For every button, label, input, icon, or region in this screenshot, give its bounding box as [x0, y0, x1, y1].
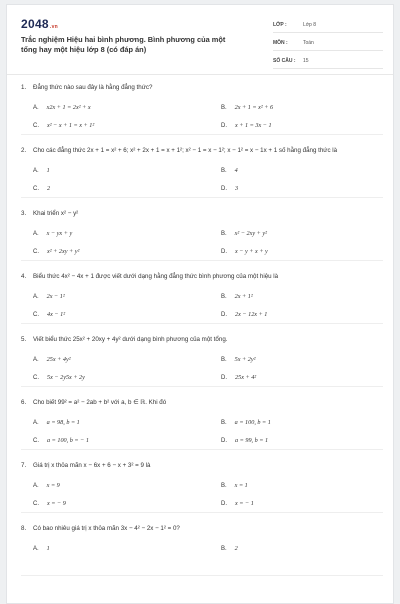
option-label: C.	[33, 186, 39, 192]
option-text: 25x + 4²	[235, 374, 257, 381]
question-number: 4.	[21, 273, 27, 280]
option-text: 2x + 1²	[234, 293, 253, 300]
question-item	[21, 461, 383, 513]
question-number: 5.	[21, 336, 27, 343]
answer-options	[21, 92, 383, 130]
option-label: D.	[221, 249, 227, 255]
meta-count-value: 15	[303, 58, 309, 64]
option-label: B.	[221, 357, 227, 363]
question-text-block	[21, 524, 383, 533]
header-divider	[7, 74, 393, 75]
answer-option[interactable]	[33, 311, 65, 318]
option-text: 2x − 12x + 1	[235, 311, 268, 318]
option-label: B.	[221, 294, 227, 300]
option-label: A.	[33, 483, 39, 489]
option-text: x = 9	[46, 482, 60, 489]
answer-option[interactable]	[33, 545, 50, 552]
meta-grade	[273, 19, 383, 33]
option-label: A.	[33, 357, 39, 363]
question-text-block	[21, 209, 383, 218]
option-text: x = − 9	[47, 500, 66, 507]
question-text: Có bao nhiêu giá trị x thỏa mãn 3x − 4² − 2x − 1² = 0?	[33, 525, 180, 532]
site-logo[interactable]	[21, 17, 58, 31]
option-label: D.	[221, 438, 227, 444]
option-text: 2	[47, 185, 51, 192]
option-text: 3	[235, 185, 239, 192]
option-text: 2x + 1 = x² + 6	[234, 104, 274, 111]
answer-option[interactable]	[221, 356, 255, 363]
worksheet-meta	[273, 19, 383, 73]
option-label: C.	[33, 249, 39, 255]
answer-option[interactable]	[221, 482, 248, 489]
question-text: Cho các đẳng thức 2x + 1 = x² + 6; x² + 2x + 1 = x + 1²; x² − 1 = x − 1²; x − 1² = x − 1x + 1 số hằng đẳng thức là	[33, 147, 338, 154]
option-label: D.	[221, 312, 227, 318]
answer-options	[21, 344, 383, 382]
question-number: 1.	[21, 84, 27, 91]
logo-text: 2048	[21, 17, 49, 31]
answer-option[interactable]	[33, 437, 89, 444]
meta-grade-key: LỚP :	[273, 22, 287, 28]
question-divider	[21, 260, 383, 261]
question-text: Khai triển x² − y²	[33, 210, 79, 217]
answer-option[interactable]	[221, 500, 254, 507]
answer-option[interactable]	[221, 545, 238, 552]
option-text: 1	[46, 167, 50, 174]
question-text: Viết biểu thức 25x² + 20xy + 4y² dưới dạng bình phương của một tổng.	[33, 336, 228, 343]
answer-option[interactable]	[221, 230, 267, 237]
option-text: x² − x + 1 = x + 1²	[47, 122, 95, 129]
option-label: B.	[221, 483, 227, 489]
answer-option[interactable]	[221, 293, 253, 300]
question-text-block	[21, 335, 383, 344]
question-text-block	[21, 272, 383, 281]
question-item	[21, 524, 383, 576]
option-label: A.	[33, 294, 39, 300]
option-label: D.	[221, 501, 227, 507]
option-text: x − y + x + y	[235, 248, 268, 255]
option-text: x² − 2xy + y²	[234, 230, 267, 237]
question-text-block	[21, 461, 383, 470]
question-list	[21, 83, 383, 587]
option-text: x + 1 = 3x − 1	[235, 122, 272, 129]
question-number: 8.	[21, 525, 27, 532]
question-item	[21, 146, 383, 198]
logo-domain: .vn	[49, 24, 59, 30]
question-text-block	[21, 398, 383, 407]
question-divider	[21, 512, 383, 513]
option-label: A.	[33, 105, 39, 111]
question-number: 7.	[21, 462, 27, 469]
meta-subject	[273, 37, 383, 51]
option-label: B.	[221, 546, 227, 552]
question-item	[21, 398, 383, 450]
question-item	[21, 209, 383, 261]
question-item	[21, 335, 383, 387]
option-text: a = 99, b = 1	[235, 437, 269, 444]
question-divider	[21, 197, 383, 198]
option-label: D.	[221, 186, 227, 192]
question-item	[21, 83, 383, 135]
worksheet-header	[21, 17, 383, 71]
meta-count	[273, 55, 383, 69]
option-text: 2	[234, 545, 238, 552]
question-number: 2.	[21, 147, 27, 154]
question-text-block	[21, 83, 383, 92]
question-text: Giá trị x thỏa mãn x − 6x + 6 − x + 3² = 9 là	[33, 462, 151, 469]
option-label: C.	[33, 501, 39, 507]
option-text: 5x + 2y²	[234, 356, 256, 363]
question-divider	[21, 449, 383, 450]
answer-option[interactable]	[221, 419, 271, 426]
option-text: x − yx + y	[46, 230, 73, 237]
answer-option[interactable]	[33, 374, 85, 381]
question-number: 6.	[21, 399, 27, 406]
question-divider	[21, 323, 383, 324]
document-title: Trắc nghiệm Hiệu hai bình phương. Bình phương của một tổng hay một hiệu lớp 8 (có đáp án)	[21, 35, 226, 54]
option-label: A.	[33, 231, 39, 237]
answer-option[interactable]	[33, 419, 80, 426]
answer-option[interactable]	[33, 482, 60, 489]
option-label: B.	[221, 231, 227, 237]
answer-option[interactable]	[221, 248, 268, 255]
option-text: 5x − 2y5x + 2y	[47, 374, 85, 381]
meta-count-key: SỐ CÂU :	[273, 58, 296, 64]
meta-grade-value: Lớp 8	[303, 22, 317, 28]
answer-option[interactable]	[33, 185, 50, 192]
option-text: a = 100, b = 1	[234, 419, 271, 426]
worksheet-page	[6, 4, 394, 604]
question-divider	[21, 134, 383, 135]
option-label: D.	[221, 123, 227, 129]
answer-option[interactable]	[33, 230, 72, 237]
answer-option[interactable]	[221, 122, 272, 129]
answer-option[interactable]	[33, 122, 94, 129]
answer-options	[21, 470, 383, 508]
answer-option[interactable]	[33, 104, 91, 111]
meta-subject-key: MÔN :	[273, 40, 288, 46]
option-text: 4	[234, 167, 238, 174]
answer-option[interactable]	[33, 167, 50, 174]
option-label: D.	[221, 375, 227, 381]
question-divider	[21, 386, 383, 387]
option-label: C.	[33, 438, 39, 444]
answer-option[interactable]	[33, 293, 65, 300]
option-label: A.	[33, 168, 39, 174]
option-label: B.	[221, 105, 227, 111]
answer-option[interactable]	[221, 104, 273, 111]
option-text: a = 100, b = − 1	[47, 437, 89, 444]
answer-options	[21, 533, 383, 571]
option-text: x2x + 1 = 2x² + x	[46, 104, 91, 111]
option-text: a = 98, b = 1	[46, 419, 80, 426]
question-text: Cho biết 99² = a² − 2ab + b² với a, b ∈ ℝ. Khi đó	[33, 399, 167, 406]
question-divider	[21, 575, 383, 576]
option-text: 25x + 4y²	[46, 356, 71, 363]
option-text: x² + 2xy + y²	[47, 248, 80, 255]
option-label: A.	[33, 420, 39, 426]
answer-option[interactable]	[33, 500, 66, 507]
option-label: B.	[221, 168, 227, 174]
answer-option[interactable]	[33, 356, 71, 363]
answer-options	[21, 155, 383, 193]
option-text: x = − 1	[235, 500, 254, 507]
answer-option[interactable]	[33, 248, 79, 255]
answer-options	[21, 281, 383, 319]
answer-option[interactable]	[221, 167, 238, 174]
option-label: C.	[33, 123, 39, 129]
meta-subject-value: Toán	[303, 40, 314, 46]
question-text-block	[21, 146, 383, 155]
answer-options	[21, 407, 383, 445]
question-number: 3.	[21, 210, 27, 217]
answer-option[interactable]	[221, 185, 238, 192]
question-text: Đẳng thức nào sau đây là hằng đẳng thức?	[33, 84, 153, 91]
answer-option[interactable]	[221, 437, 268, 444]
option-label: B.	[221, 420, 227, 426]
option-text: x = 1	[234, 482, 248, 489]
option-label: C.	[33, 312, 39, 318]
answer-option[interactable]	[221, 311, 267, 318]
option-label: C.	[33, 375, 39, 381]
answer-option[interactable]	[221, 374, 256, 381]
answer-options	[21, 218, 383, 256]
option-text: 4x − 1²	[47, 311, 66, 318]
option-text: 2x − 1²	[46, 293, 65, 300]
option-text: 1	[46, 545, 50, 552]
option-label: A.	[33, 546, 39, 552]
question-item	[21, 272, 383, 324]
question-text: Biểu thức 4x² − 4x + 1 được viết dưới dạng hằng đẳng thức bình phương của một hiệu là	[33, 273, 279, 280]
